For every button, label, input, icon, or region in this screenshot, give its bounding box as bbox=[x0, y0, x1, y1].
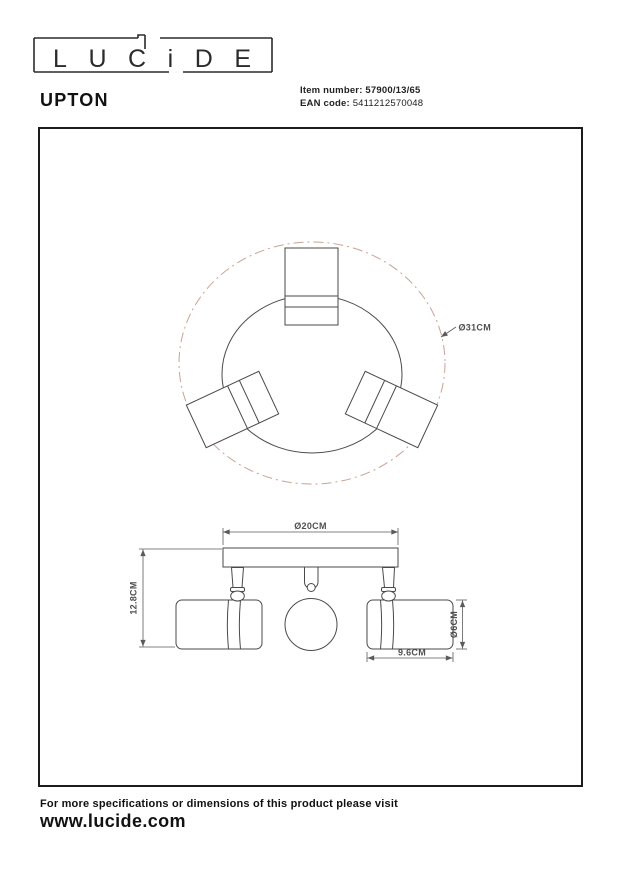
spot-lower-left bbox=[186, 371, 278, 447]
spot-left-joint bbox=[231, 591, 245, 601]
technical-drawing bbox=[39, 129, 582, 785]
footer-note: For more specifications or dimensions of this product please visit bbox=[40, 798, 398, 810]
spot-top bbox=[285, 248, 338, 325]
spot-middle-head bbox=[285, 599, 337, 651]
item-number-value: 57900/13/65 bbox=[365, 85, 421, 96]
spot-left-front bbox=[176, 568, 262, 650]
lucide-logo bbox=[33, 33, 273, 75]
outer-diameter-leader bbox=[441, 327, 456, 337]
website-link[interactable]: www.lucide.com bbox=[40, 811, 186, 831]
logo-wordmark: LUCiDE bbox=[53, 45, 251, 73]
ean-row bbox=[300, 97, 423, 110]
front-view-drawing bbox=[129, 521, 468, 662]
spot-left-stem bbox=[232, 568, 244, 588]
ean-value: 5411212570048 bbox=[352, 98, 424, 109]
spot-middle-joint bbox=[307, 584, 315, 592]
item-number-row bbox=[300, 84, 423, 97]
spot-length-dimension bbox=[367, 648, 453, 663]
spot-diameter-label: Ø6CM bbox=[449, 610, 459, 639]
outer-diameter-label: Ø31CM bbox=[458, 322, 492, 333]
spot-length-label: 9.6CM bbox=[397, 647, 427, 658]
plate-diameter-dimension bbox=[223, 521, 398, 545]
spot-lower-right bbox=[345, 371, 437, 447]
spot-right-front bbox=[367, 568, 453, 650]
ceiling-plate bbox=[223, 548, 398, 567]
item-info-block bbox=[300, 84, 423, 110]
item-number-label: Item number: bbox=[300, 85, 363, 96]
height-label: 12.8CM bbox=[128, 581, 139, 615]
top-view-drawing bbox=[179, 242, 491, 484]
spot-right-stem bbox=[383, 568, 395, 588]
ean-label: EAN code: bbox=[300, 98, 350, 109]
spot-middle-front bbox=[285, 568, 337, 651]
plate-diameter-label: Ø20CM bbox=[294, 521, 327, 531]
spot-right-joint bbox=[382, 591, 396, 601]
product-name: UPTON bbox=[40, 90, 109, 110]
